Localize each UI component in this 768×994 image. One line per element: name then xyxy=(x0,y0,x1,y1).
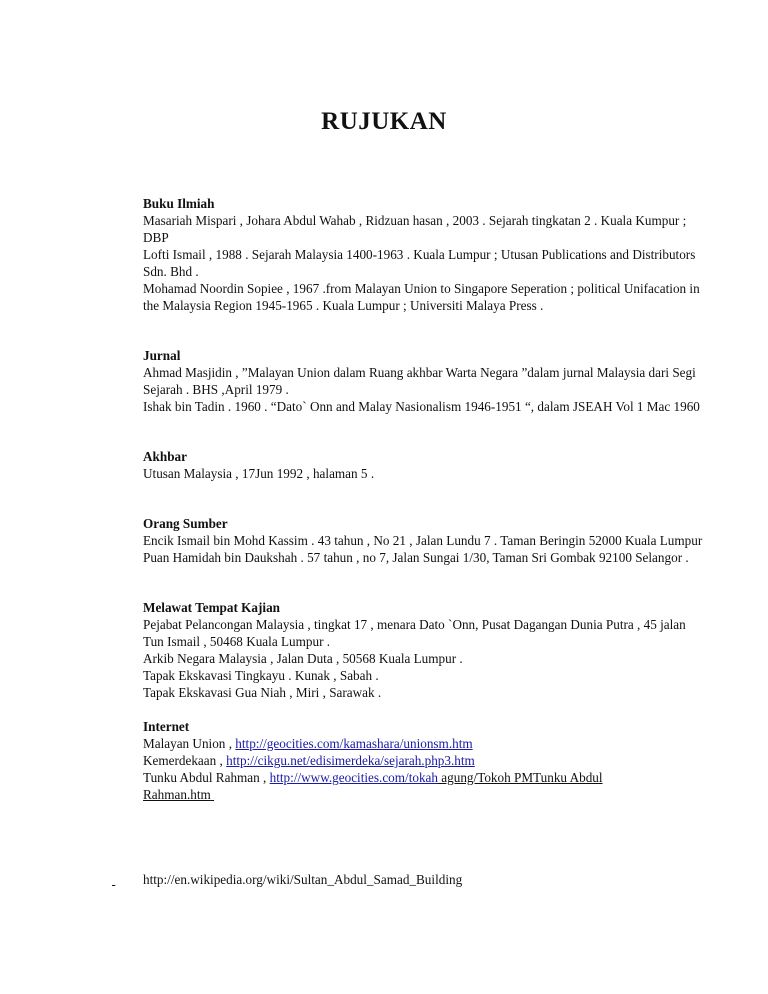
internet-entry xyxy=(143,769,703,786)
internet-link[interactable]: http://cikgu.net/edisimerdeka/sejarah.php3.htm xyxy=(226,753,475,768)
trailing-url: http://en.wikipedia.org/wiki/Sultan_Abdul_Samad_Building xyxy=(143,872,463,887)
internet-link[interactable]: http://geocities.com/kamashara/unionsm.htm xyxy=(235,736,473,751)
reference-entry: Lofti Ismail , 1988 . Sejarah Malaysia 1400-1963 . Kuala Lumpur ; Utusan Publications and Distributors Sdn. Bhd . xyxy=(143,247,696,279)
reference-entry: Mohamad Noordin Sopiee , 1967 .from Malayan Union to Singapore Seperation ; political Unifacation in the Malaysia Region 1945-1965 . Kuala Lumpur ; Universiti Malaya Press . xyxy=(143,281,700,313)
internet-entry-label: Tunku Abdul Rahman , xyxy=(143,770,270,785)
section-heading: Melawat Tempat Kajian xyxy=(143,600,280,615)
internet-entry xyxy=(143,735,703,752)
internet-entry xyxy=(143,752,703,769)
section-heading: Internet xyxy=(143,719,190,734)
section-melawat-tempat-kajian xyxy=(143,599,703,701)
section-heading: Akhbar xyxy=(143,449,187,464)
reference-entry: Tapak Ekskavasi Gua Niah , Miri , Sarawak . xyxy=(143,685,382,700)
references-body xyxy=(143,195,703,803)
reference-entry: Masariah Mispari , Johara Abdul Wahab , Ridzuan hasan , 2003 . Sejarah tingkatan 2 . Kuala Kumpur ; DBP xyxy=(143,213,687,245)
reference-entry: Arkib Negara Malaysia , Jalan Duta , 50568 Kuala Lumpur . xyxy=(143,651,463,666)
internet-link-continuation: agung/Tokoh PMTunku Abdul xyxy=(438,770,603,785)
section-buku-ilmiah xyxy=(143,195,703,314)
section-heading: Buku Ilmiah xyxy=(143,196,215,211)
internet-entry-label: Kemerdekaan , xyxy=(143,753,227,768)
internet-link[interactable]: http://www.geocities.com/tokah xyxy=(269,770,438,785)
reference-entry: Encik Ismail bin Mohd Kassim . 43 tahun , No 21 , Jalan Lundu 7 . Taman Beringin 52000 Kuala Lumpur xyxy=(143,533,703,548)
section-orang-sumber xyxy=(143,515,703,566)
reference-entry: Pejabat Pelancongan Malaysia , tingkat 17 , menara Dato `Onn, Pusat Dagangan Dunia Putra , 45 jalan Tun Ismail , 50468 Kuala Lumpur . xyxy=(143,617,686,649)
reference-entry: Ishak bin Tadin . 1960 . “Dato` Onn and Malay Nasionalism 1946-1951 “, dalam JSEAH Vol 1 Mac 1960 xyxy=(143,399,700,414)
section-jurnal xyxy=(143,347,703,415)
trailing-link-line xyxy=(112,871,462,888)
page-title: RUJUKAN xyxy=(321,108,447,135)
section-akhbar xyxy=(143,448,703,482)
reference-entry: Tapak Ekskavasi Tingkayu . Kunak , Sabah . xyxy=(143,668,379,683)
internet-entry-label: Malayan Union , xyxy=(143,736,236,751)
reference-entry: Utusan Malaysia , 17Jun 1992 , halaman 5 . xyxy=(143,466,375,481)
section-internet xyxy=(143,718,703,803)
internet-entry-continuation xyxy=(143,786,703,803)
internet-link-continuation: Rahman.htm xyxy=(143,787,211,802)
section-heading: Orang Sumber xyxy=(143,516,228,531)
reference-entry: Ahmad Masjidin , ”Malayan Union dalam Ruang akhbar Warta Negara ”dalam jurnal Malaysia dari Segi Sejarah . BHS ,April 1979 . xyxy=(143,365,696,397)
section-heading: Jurnal xyxy=(143,348,181,363)
reference-entry: Puan Hamidah bin Daukshah . 57 tahun , no 7, Jalan Sungai 1/30, Taman Sri Gombak 92100 Selangor . xyxy=(143,550,689,565)
